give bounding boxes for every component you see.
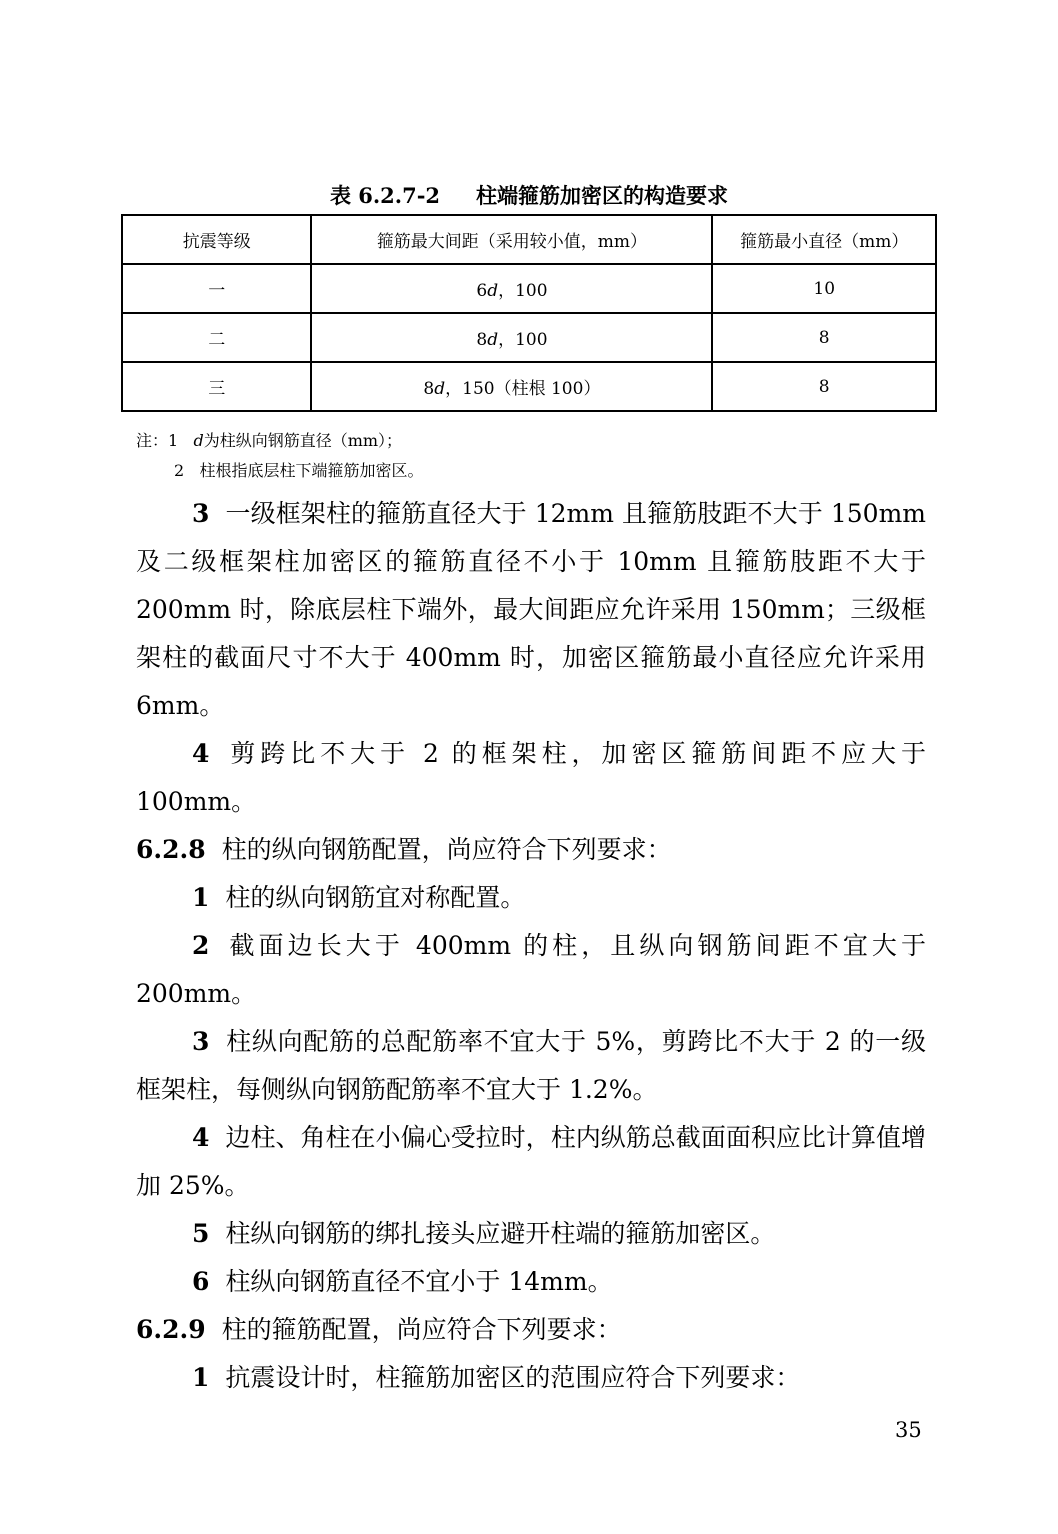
cell-diameter: 8 — [712, 313, 936, 362]
note-1: 注：1 d为柱纵向钢筋直径（mm）； — [136, 431, 403, 450]
table-header-row — [122, 215, 936, 264]
clause-item: 1 抗震设计时，柱箍筋加密区的范围应符合下列要求： — [192, 1363, 801, 1392]
table-title-text: 柱端箍筋加密区的构造要求 — [476, 183, 729, 208]
table-row — [122, 313, 936, 362]
section-heading-6-2-9: 6.2.9 柱的箍筋配置，尚应符合下列要求： — [136, 1315, 622, 1344]
clause-item: 2 截面边长大于 400mm 的柱，且纵向钢筋间距不宜大于 200mm。 — [136, 931, 926, 1008]
header-min-diameter: 箍筋最小直径（mm） — [712, 215, 936, 264]
header-seismic-grade: 抗震等级 — [122, 215, 311, 264]
clause-item: 4 边柱、角柱在小偏心受拉时，柱内纵筋总截面面积应比计算值增加 25%。 — [136, 1123, 926, 1200]
table-number: 表 6.2.7-2 — [329, 183, 441, 208]
cell-spacing: 8d，100 — [311, 313, 712, 362]
note-2: 2 柱根指底层柱下端箍筋加密区。 — [174, 461, 424, 480]
cell-grade: 二 — [122, 313, 311, 362]
header-max-spacing: 箍筋最大间距（采用较小值，mm） — [311, 215, 712, 264]
page-number: 35 — [895, 1418, 922, 1442]
cell-spacing: 8d，150（柱根 100） — [311, 362, 712, 411]
table-row — [122, 362, 936, 411]
cell-diameter: 8 — [712, 362, 936, 411]
cell-grade: 三 — [122, 362, 311, 411]
stirrup-requirements-table — [121, 214, 937, 412]
clause-item: 6 柱纵向钢筋直径不宜小于 14mm。 — [192, 1267, 613, 1296]
cell-grade: 一 — [122, 264, 311, 313]
cell-spacing: 6d，100 — [311, 264, 712, 313]
section-heading-6-2-8: 6.2.8 柱的纵向钢筋配置，尚应符合下列要求： — [136, 835, 672, 864]
clause-item: 1 柱的纵向钢筋宜对称配置。 — [192, 883, 526, 912]
body-text — [136, 490, 926, 1402]
table-title — [0, 180, 1058, 212]
cell-diameter: 10 — [712, 264, 936, 313]
clause-item: 3 一级框架柱的箍筋直径大于 12mm 且箍筋肢距不大于 150mm 及二级框架柱加密区的箍筋直径不小于 10mm 且箍筋肢距不大于 200mm 时，除底层柱下端外，最大间距应允许采用 150mm；三级框架柱的截面尺寸不大于 400mm 时，加密区箍筋最小直径应允许采用 6mm。 — [136, 499, 926, 720]
table-notes — [136, 426, 423, 486]
table-row — [122, 264, 936, 313]
clause-item: 5 柱纵向钢筋的绑扎接头应避开柱端的箍筋加密区。 — [192, 1219, 776, 1248]
clause-item: 4 剪跨比不大于 2 的框架柱，加密区箍筋间距不应大于 100mm。 — [136, 739, 926, 816]
clause-item: 3 柱纵向配筋的总配筋率不宜大于 5%，剪跨比不大于 2 的一级框架柱，每侧纵向钢筋配筋率不宜大于 1.2%。 — [136, 1027, 926, 1104]
